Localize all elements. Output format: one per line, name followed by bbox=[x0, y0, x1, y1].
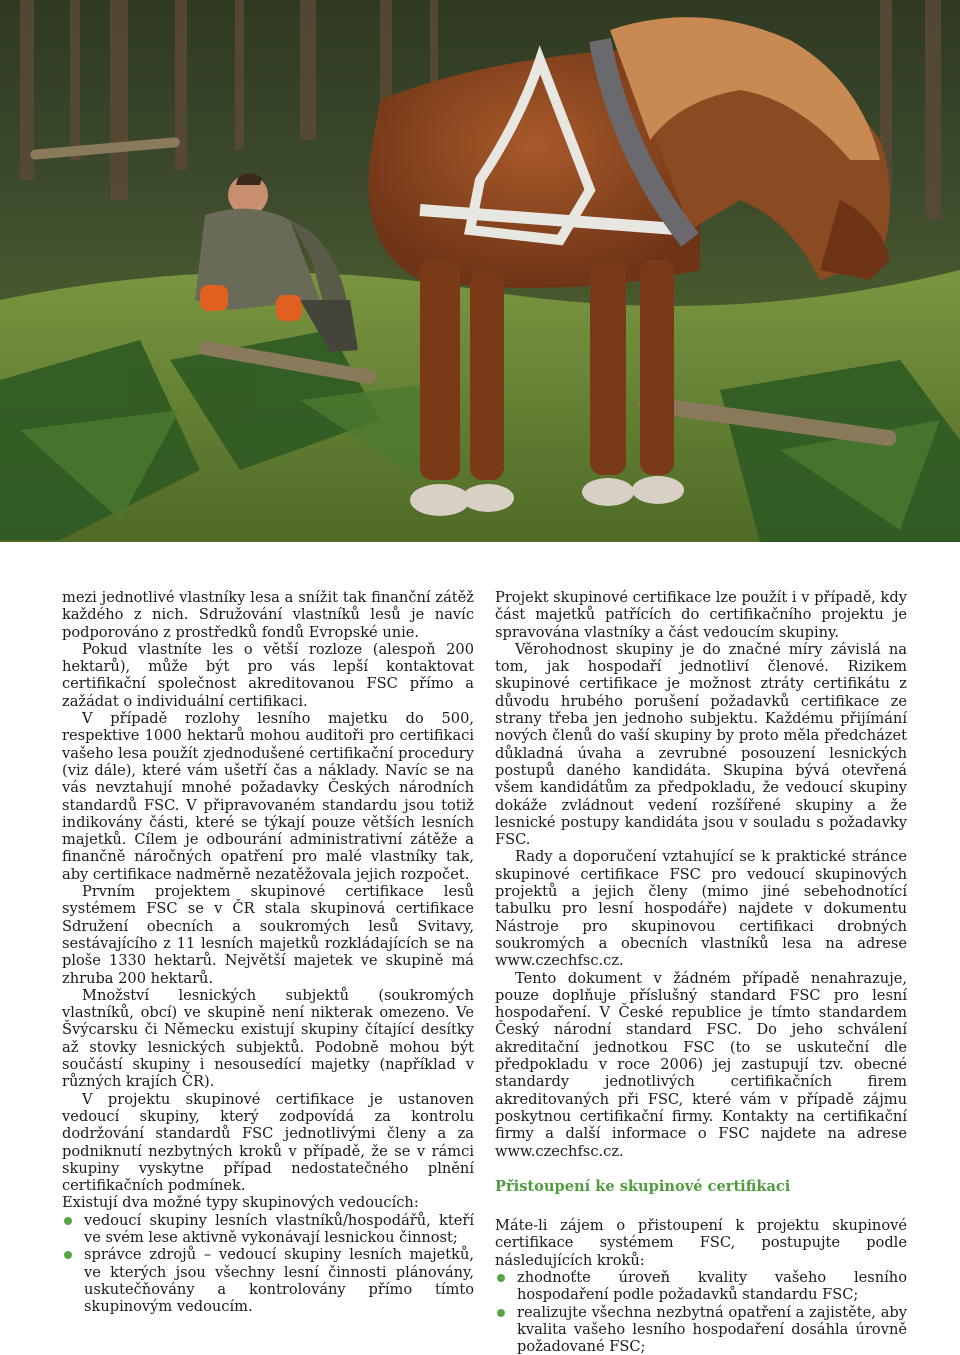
forest-horse-photo bbox=[0, 0, 960, 542]
right-text-column bbox=[495, 589, 907, 1355]
paragraph: Pokud vlastníte les o větší rozloze (alespoň 200 hektarů), může být pro vás lepší kontaktovat certifikační společnost akreditovanou FSC přímo a zažádat o individuální certifikaci. bbox=[62, 640, 474, 710]
paragraph: Projekt skupinové certifikace lze použít i v případě, kdy část majetků patřících do certifikačního projektu je spravována vlastníky a část vedoucím skupiny. bbox=[495, 589, 907, 641]
list-intro: Máte-li zájem o přistoupení k projektu skupinové certifikace systémem FSC, postupujte podle následujících kroků: bbox=[495, 1217, 907, 1269]
paragraph: mezi jednotlivé vlastníky lesa a snížit tak finanční zátěž každého z nich. Sdružování vlastníků lesů je navíc podporováno z prostředků fondů Evropské unie. bbox=[62, 589, 474, 641]
list-item-text: správce zdrojů – vedoucí skupiny lesních majetků, ve kterých jsou všechny lesní činnosti plánovány, uskutečňovány a kontrolovány přímo tímto skupinovým vedoucím. bbox=[84, 1246, 474, 1316]
left-text-column bbox=[62, 589, 474, 1315]
list-intro: Existují dva možné typy skupinových vedoucích: bbox=[62, 1194, 419, 1212]
bullet-icon bbox=[64, 1251, 72, 1259]
paragraph: Rady a doporučení vztahující se k praktické stránce skupinové certifikace FSC pro vedoucí skupinových projektů a jejich členy (mimo jiné sebehodnotící tabulku pro lesní hospodáře) najdete v dokumentu Nástroje pro skupinovou certifikaci drobných soukromých a obecních vlastníků lesa na adrese www.czechfsc.cz. bbox=[495, 848, 907, 970]
paragraph: Množství lesnických subjektů (soukromých vlastníků, obcí) ve skupině není nikterak omezeno. Ve Švýcarsku či Německu existují skupiny čítající desítky až stovky lesnických subjektů. Podobně mohou být součástí skupiny i nesousedící majetky (například v různých krajích ČR). bbox=[62, 986, 474, 1091]
paragraph: Věrohodnost skupiny je do značné míry závislá na tom, jak hospodaří jednotliví členové. Rizikem skupinové certifikace je možnost ztráty certifikátu z důvodu hrubého porušení požadavků certifikace ze strany třeba jen jednoho subjektu. Každému přijímání nových členů do vaší skupiny by proto měla předcházet důkladná úvaha a zevrubné posouzení lesnických postupů daného kandidáta. Skupina bývá otevřená všem kandidátům za předpokladu, že vedoucí skupiny dokáže zvládnout vedení rozšířené skupiny a že lesnické postupy kandidáta jsou v souladu s požadavky FSC. bbox=[495, 640, 907, 849]
paragraph: Tento dokument v žádném případě nenahrazuje, pouze doplňuje příslušný standard FSC pro lesní hospodaření. V České republice je tímto standardem Český národní standard FSC. Do jeho schválení akreditační jednotkou FSC (to se uskuteční dle předpokladu v roce 2006) jej zastupují tzv. obecné standardy jednotlivých certifikačních firem akreditovaných při FSC, které vám v případě zájmu poskytnou certifikační firmy. Kontakty na certifikační firmy a další informace o FSC najdete na adrese www.czechfsc.cz. bbox=[495, 969, 907, 1160]
list-item bbox=[62, 1212, 474, 1247]
list-item-text: realizujte všechna nezbytná opatření a zajistěte, aby kvalita vašeho lesního hospodaření dosáhla úrovně požadované FSC; bbox=[517, 1303, 907, 1355]
bullet-list bbox=[495, 1269, 907, 1355]
list-item bbox=[495, 1269, 907, 1304]
paragraph: V projektu skupinové certifikace je ustanoven vedoucí skupiny, který zodpovídá za kontrolu dodržování standardů FSC jednotlivými členy a za podniknutí nezbytných kroků v případě, že se v rámci skupiny vyskytne případ nedostatečného plnění certifikačních podmínek. bbox=[62, 1090, 474, 1195]
bullet-list bbox=[62, 1212, 474, 1316]
list-item-text: zhodnoťte úroveň kvality vašeho lesního hospodaření podle požadavků standardu FSC; bbox=[517, 1268, 907, 1304]
photo-illustration bbox=[0, 0, 960, 542]
list-item bbox=[495, 1304, 907, 1355]
paragraph: Prvním projektem skupinové certifikace lesů systémem FSC se v ČR stala skupinová certifikace Sdružení obecních a soukromých lesů Svitavy, sestávajícího z 11 lesních majetků rozkládajících se na ploše 1330 hektarů. Největší majetek ve skupině má zhruba 200 hektarů. bbox=[62, 883, 474, 987]
list-item-text: vedoucí skupiny lesních vlastníků/hospodářů, kteří ve svém lese aktivně vykonávají lesnickou činnost; bbox=[84, 1211, 474, 1246]
bullet-icon bbox=[497, 1274, 505, 1282]
list-item bbox=[62, 1246, 474, 1315]
paragraph: V případě rozlohy lesního majetku do 500, respektive 1000 hektarů mohou auditoři pro certifikaci vašeho lesa použít zjednodušené certifikační procedury (viz dále), které vám ušetří čas a náklady. Navíc se na vás nevztahují mnohé požadavky Českých národních standardů FSC. V připravovaném standardu jsou totiž indikovány části, které se týkají pouze větších lesních majetků. Cílem je odbourání administrativní zátěže a finančně náročných opatření pro malé vlastníky tak, aby certifikace nadměrně nezatěžovala jejich rozpočet. bbox=[62, 710, 474, 883]
bullet-icon bbox=[64, 1217, 72, 1225]
bullet-icon bbox=[497, 1309, 505, 1317]
section-heading: Přistoupení ke skupinové certifikaci bbox=[495, 1177, 791, 1195]
